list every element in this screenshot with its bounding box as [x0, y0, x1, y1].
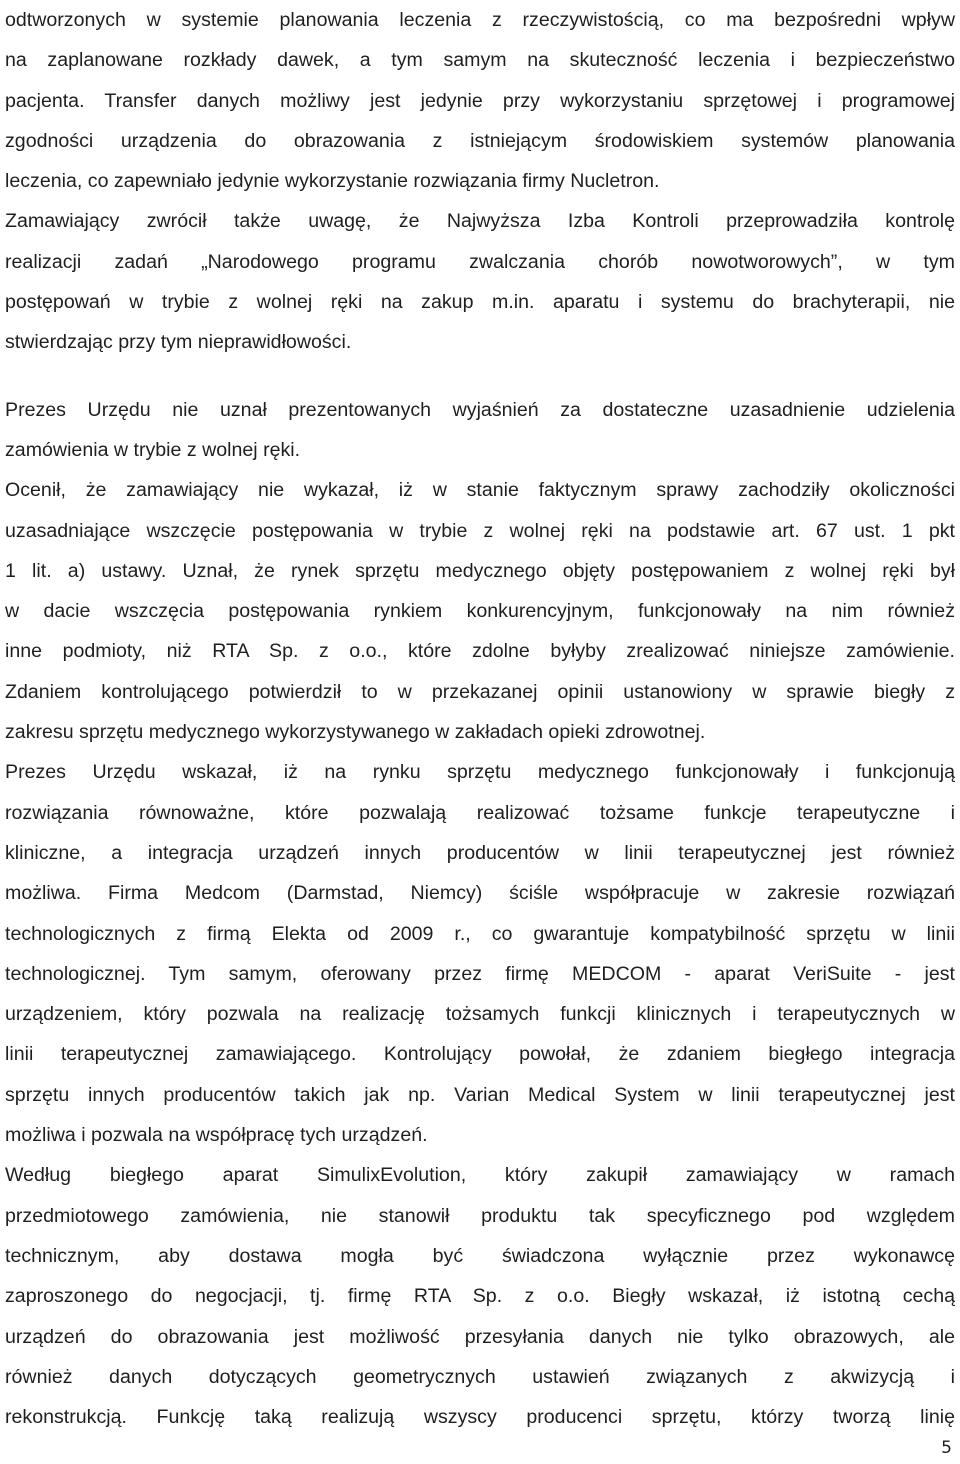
- text-line: leczenia, co zapewniało jedynie wykorzystanie rozwiązania firmy Nucletron.: [5, 170, 660, 193]
- text-line: urządzeń do obrazowania jest możliwość przesyłania danych nie tylko obrazowych, ale: [5, 1325, 955, 1348]
- page-number: 5: [941, 1438, 952, 1458]
- text-line: postępowań w trybie z wolnej ręki na zakup m.in. aparatu i systemu do brachyterapii, nie: [5, 291, 955, 314]
- text-line: możliwa. Firma Medcom (Darmstad, Niemcy) ściśle współpracuje w zakresie rozwiązań: [5, 882, 955, 905]
- text-line: pacjenta. Transfer danych możliwy jest jedynie przy wykorzystaniu sprzętowej i programowej: [5, 89, 955, 112]
- text-line: Prezes Urzędu wskazał, iż na rynku sprzętu medycznego funkcjonowały i funkcjonują: [5, 761, 955, 784]
- text-line: Zamawiający zwrócił także uwagę, że Najwyższa Izba Kontroli przeprowadziła kontrolę: [5, 210, 955, 233]
- text-line: realizacji zadań „Narodowego programu zwalczania chorób nowotworowych”, w tym: [5, 250, 955, 273]
- text-line: również danych dotyczących geometrycznych ustawień związanych z akwizycją i: [5, 1365, 955, 1388]
- text-line: rozwiązania równoważne, które pozwalają realizować tożsame funkcje terapeutyczne i: [5, 801, 955, 824]
- text-line: linii terapeutycznej zamawiającego. Kontrolujący powołał, że zdaniem biegłego integracja: [5, 1043, 955, 1066]
- text-line: Ocenił, że zamawiający nie wykazał, iż w stanie faktycznym sprawy zachodziły okoliczności: [5, 479, 955, 502]
- text-line: zaproszonego do negocjacji, tj. firmę RTA Sp. z o.o. Biegły wskazał, iż istotną cechą: [5, 1285, 955, 1308]
- text-line: urządzeniem, który pozwala na realizację tożsamych funkcji klinicznych i terapeutycznych w: [5, 1003, 955, 1026]
- text-line: Prezes Urzędu nie uznał prezentowanych wyjaśnień za dostateczne uzasadnienie udzielenia: [5, 398, 955, 421]
- text-line: uzasadniające wszczęcie postępowania w trybie z wolnej ręki na podstawie art. 67 ust. 1 pkt: [5, 519, 955, 542]
- text-line: na zaplanowane rozkłady dawek, a tym samym na skuteczność leczenia i bezpieczeństwo: [5, 49, 955, 72]
- text-line: technologicznej. Tym samym, oferowany przez firmę MEDCOM - aparat VeriSuite - jest: [5, 962, 955, 985]
- text-line: zakresu sprzętu medycznego wykorzystywanego w zakładach opieki zdrowotnej.: [5, 721, 706, 744]
- text-line: przedmiotowego zamówienia, nie stanowił produktu tak specyficznego pod względem: [5, 1204, 955, 1227]
- text-line: w dacie wszczęcia postępowania rynkiem konkurencyjnym, funkcjonowały na nim również: [5, 600, 955, 623]
- text-line: odtworzonych w systemie planowania leczenia z rzeczywistością, co ma bezpośredni wpływ: [5, 9, 955, 31]
- text-line: technicznym, aby dostawa mogła być świadczona wyłącznie przez wykonawcę: [5, 1244, 955, 1267]
- text-line: Zdaniem kontrolującego potwierdził to w przekazanej opinii ustanowiony w sprawie biegły z: [5, 680, 955, 703]
- body-text: [5, 0, 955, 1437]
- text-line: stwierdzając przy tym nieprawidłowości.: [5, 331, 352, 354]
- text-line: kliniczne, a integracja urządzeń innych producentów w linii terapeutycznej jest również: [5, 841, 955, 864]
- paragraph-gap: [5, 363, 955, 390]
- text-line: 1 lit. a) ustawy. Uznał, że rynek sprzętu medycznego objęty postępowaniem z wolnej ręki był: [5, 559, 955, 582]
- text-line: zgodności urządzenia do obrazowania z istniejącym środowiskiem systemów planowania: [5, 129, 955, 152]
- text-line: sprzętu innych producentów takich jak np. Varian Medical System w linii terapeutycznej jest: [5, 1083, 955, 1106]
- text-line: możliwa i pozwala na współpracę tych urządzeń.: [5, 1124, 428, 1147]
- text-line: Według biegłego aparat SimulixEvolution, który zakupił zamawiający w ramach: [5, 1164, 955, 1187]
- text-line: inne podmioty, niż RTA Sp. z o.o., które zdolne byłyby zrealizować niniejsze zamówienie.: [5, 640, 955, 663]
- text-line: rekonstrukcją. Funkcję taką realizują wszyscy producenci sprzętu, którzy tworzą linię: [5, 1406, 955, 1429]
- text-line: zamówienia w trybie z wolnej ręki.: [5, 438, 301, 461]
- text-line: technologicznych z firmą Elekta od 2009 r., co gwarantuje kompatybilność sprzętu w linii: [5, 922, 955, 945]
